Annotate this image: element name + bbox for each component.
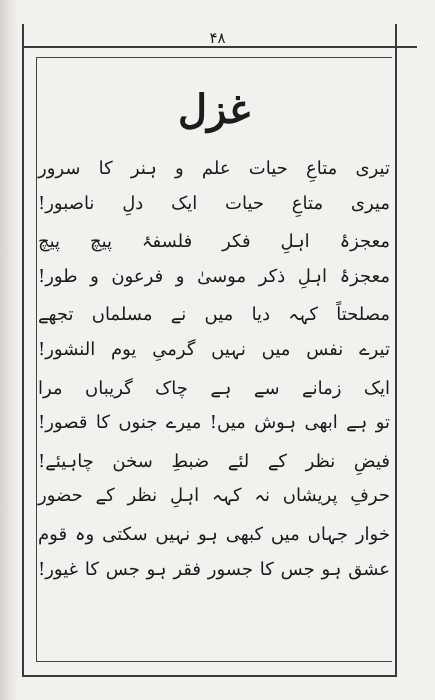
verse-line: تو ہے ابھی ہوش میں! میرے جنوں کا قصور! (38, 412, 390, 434)
verse-line: معجزۂ اہلِ فکر فلسفۂ پیچ پیچ (38, 231, 390, 253)
binding-shadow (0, 0, 18, 700)
verse-line: عشق ہو جس کا جسور فقر ہو جس کا غیور! (38, 558, 390, 580)
verse-line: ایک زمانے سے ہے چاک گریباں مرا (38, 377, 390, 399)
page-title: غزل (177, 86, 251, 133)
ghazal-verses (36, 152, 392, 587)
verse-line: معجزۂ اہلِ ذکر موسیٰ و فرعون و طور! (38, 265, 390, 287)
page-frame-right-line (395, 24, 397, 676)
verse-line: فیضِ نظر کے لئے ضبطِ سخن چاہیئے! (38, 450, 390, 472)
verse-line: تیرے نفس میں نہیں گرمیِ یوم النشور! (38, 338, 390, 360)
page-number: ۴۸ (209, 29, 226, 47)
page-frame-bottom-line (22, 675, 397, 677)
verse-line: تیری متاعِ حیات علم و ہنر کا سرور (38, 158, 390, 179)
verse-line: حرفِ پریشاں نہ کہہ اہلِ نظر کے حضور (38, 485, 390, 507)
verse-line: میری متاعِ حیات ایک دلِ ناصبور! (38, 192, 390, 214)
page-frame-left-line (22, 24, 24, 676)
verse-line: خوار جہاں میں کبھی ہو نہیں سکتی وہ قوم (38, 523, 390, 545)
verse-line: مصلحتاً کہہ دیا میں نے مسلماں تجھے (38, 304, 390, 326)
